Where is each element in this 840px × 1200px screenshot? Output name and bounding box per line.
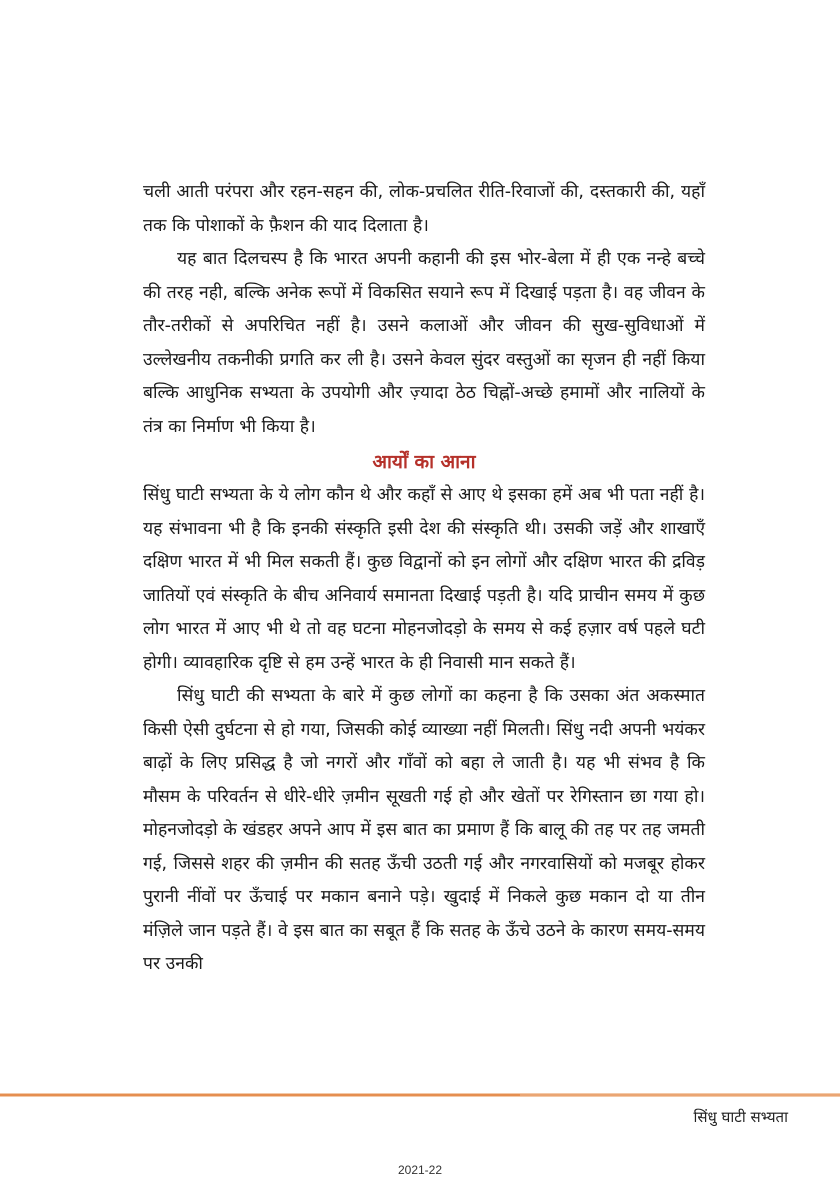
paragraph-continuation: चली आती परंपरा और रहन-सहन की, लोक-प्रचलित रीति-रिवाजों की, दस्तकारी की, यहाँ तक कि पोशाकों के फ़ैशन की याद दिलाता है। xyxy=(143,182,705,236)
footer-rule-graphic xyxy=(0,1092,840,1098)
footer-decorative-rule xyxy=(0,1092,840,1098)
running-title: सिंधु घाटी सभ्यता xyxy=(693,1108,788,1126)
page-year: 2021-22 xyxy=(397,1163,443,1177)
paragraph: सिंधु घाटी सभ्यता के ये लोग कौन थे और कहाँ से आए थे इसका हमें अब भी पता नहीं है। यह संभावना भी है कि इनकी संस्कृति इसी देश की संस्कृति थी। उसकी जड़ें और शाखाएँ दक्षिण भारत में भी मिल सकती हैं। कुछ विद्वानों को इन लोगों और दक्षिण भारत की द्रविड़ जातियों एवं संस्कृति के बीच अनिवार्य समानता दिखाई पड़ती है। यदि प्राचीन समय में कुछ लोग भारत में आए भी थे तो वह घटना मोहनजोदड़ो के समय से कई हज़ार वर्ष पहले घटी होगी। व्यावहारिक दृष्टि से हम उन्हें भारत के ही निवासी मान सकते हैं। xyxy=(143,485,705,673)
body-text xyxy=(143,176,705,982)
paragraph: सिंधु घाटी की सभ्यता के बारे में कुछ लोगों का कहना है कि उसका अंत अकस्मात किसी ऐसी दुर्घटना से हो गया, जिसकी कोई व्याख्या नहीं मिलती। सिंधु नदी अपनी भयंकर बाढ़ों के लिए प्रसिद्ध है जो नगरों और गाँवों को बहा ले जाती है। यह भी संभव है कि मौसम के परिवर्तन से धीरे-धीरे ज़मीन सूखती गई हो और खेतों पर रेगिस्तान छा गया हो। मोहनजोदड़ो के खंडहर अपने आप में इस बात का प्रमाण हैं कि बालू की तह पर तह जमती गई, जिससे शहर की ज़मीन की सतह ऊँची उठती गई और नगरवासियों को मजबूर होकर पुरानी नींवों पर ऊँचाई पर मकान बनाने पड़े। खुदाई में निकले कुछ मकान दो या तीन मंज़िले जान पड़ते हैं। वे इस बात का सबूत हैं कि सतह के ऊँचे उठने के कारण समय-समय पर उनकी xyxy=(143,686,705,974)
paragraph: यह बात दिलचस्प है कि भारत अपनी कहानी की इस भोर-बेला में ही एक नन्हे बच्चे की तरह नही, बल्कि अनेक रूपों में विकसित सयाने रूप में दिखाई पड़ता है। वह जीवन के तौर-तरीकों से अपरिचित नहीं है। उसने कलाओं और जीवन की सुख-सुविधाओं में उल्लेखनीय तकनीकी प्रगति कर ली है। उसने केवल सुंदर वस्तुओं का सृजन ही नहीं किया बल्कि आधुनिक सभ्यता के उपयोगी और ज़्यादा ठेठ चिह्नों-अच्छे हमामों और नालियों के तंत्र का निर्माण भी किया है। xyxy=(143,249,705,437)
section-heading: आर्यों का आना xyxy=(372,451,476,473)
